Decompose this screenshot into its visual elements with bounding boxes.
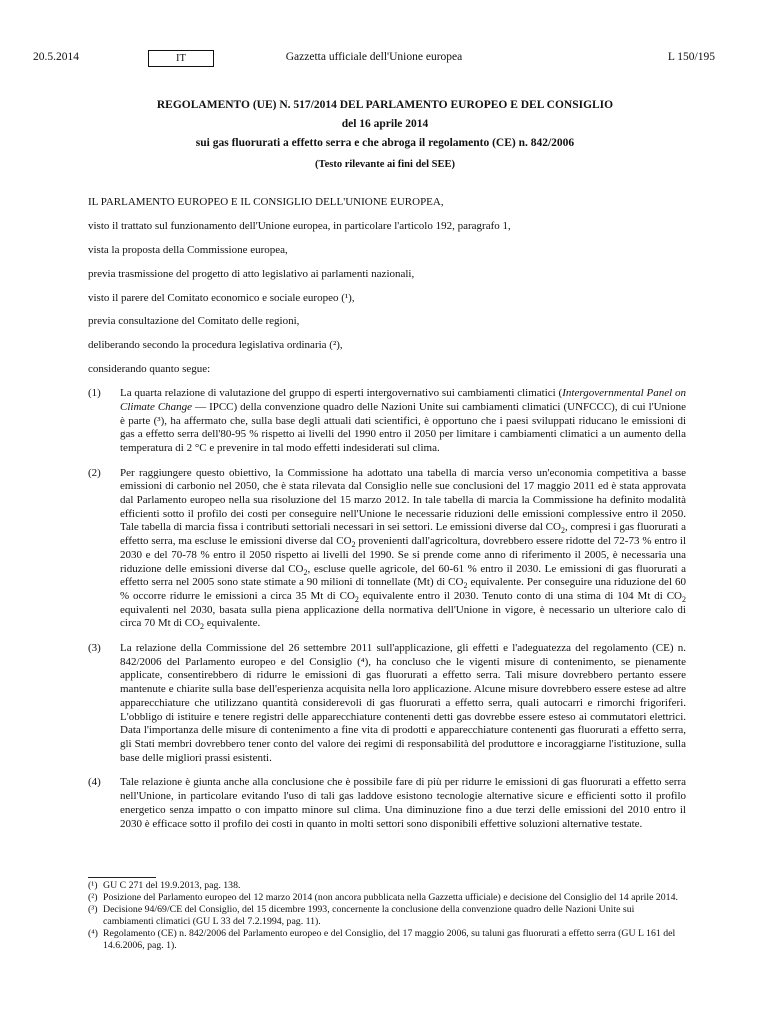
recital-number: (2) [88,466,101,479]
footnote [88,880,686,892]
publication-date: 20.5.2014 [33,51,79,63]
recital [88,467,686,631]
language-box: IT [148,50,214,67]
footnote-text: GU C 271 del 19.9.2013, pag. 138. [103,880,241,891]
recital-number: (4) [88,776,101,789]
footnote-divider [88,877,156,878]
recital [88,776,686,831]
footnote-mark: (³) [88,904,98,915]
footnote-text: Decisione 94/69/CE del Consiglio, del 15 dicembre 1993, concernente la conclusione della convenzione quadro delle Nazioni Unite sui cambiamenti climatici (GU L 33 del 7.2.1994, pag. 11). [103,904,635,927]
footnotes [88,880,686,952]
recital-text: Tale relazione è giunta anche alla conclusione che è possibile fare di più per ridurre le emissioni di gas fluorurati a effetto serra nell'Unione, in particolare evitando l'uso di tali gas laddove esistono tecnologie alternative sicure e efficienti sotto il profilo energetico senza impatto o con impatto minore sul clima. Una diminuzione fino a due terzi delle emissioni del 2010 entro il 2030 è efficace sotto il profilo dei costi in quanto in molti settori sono disponibili effettive soluzioni alternative testate. [120,776,686,830]
recital-number: (3) [88,642,101,655]
recital [88,642,686,765]
recital-text: La quarta relazione di valutazione del gruppo di esperti intergovernativo sui cambiamenti climatici (Intergovernmental Panel on Climate Change — IPCC) della convenzione quadro delle Nazioni Unite sui cambiamenti climatici (UNFCCC), di cui l'Unione è parte (³), ha affermato che, sulla base degli attuali dati scientifici, è opportuno che i paesi sviluppati riducano le emissioni di gas a effetto serra dell'80-95 % rispetto ai livelli del 1990 entro il 2050 per limitare i cambiamenti climatici a un aumento della temperatura di 2 °C e prevenire in tal modo effetti indesiderati sul clima. [120,387,686,454]
page-header [33,50,715,68]
footnote [88,904,686,928]
preamble-line: visto il parere del Comitato economico e sociale europeo (¹), [88,291,355,304]
title-line-2: del 16 aprile 2014 [341,118,429,130]
recital [88,387,686,456]
document-title [0,96,770,174]
preamble-line: previa consultazione del Comitato delle regioni, [88,315,300,328]
recital-text: Per raggiungere questo obiettivo, la Commissione ha adottato una tabella di marcia verso un'economia competitiva a basse emissioni di carbonio nel 2050, che è stata rilevata dal Consiglio nelle sue conclusioni del 17 maggio 2011 ed è stata approvata dal Parlamento europeo nella sua risoluzione del 15 marzo 2012. In tale tabella di marcia la Commissione ha definito modalità efficienti sotto il profilo dei costi per conseguire nell'Unione le necessarie riduzioni delle emissioni complessive entro il 2050. Tale tabella di marcia fissa i contributi settoriali necessari in sei settori. Le emissioni diverse dal $CO_2$, compresi i gas fluorurati a effetto serra, ma escluse le emissioni diverse dal $CO_2$ provenienti dall'agricoltura, dovrebbero essere ridotte del 72-73 % entro il 2030 e del 70-78 % entro il 2050 rispetto ai livelli del 1990. Se si prende come anno di riferimento il 2005, è necessaria una riduzione delle emissioni diverse dal $CO_2$, escluse quelle agricole, del 60-61 % entro il 2030. Le emissioni di gas fluorurati a effetto serra nel 2005 sono state stimate a 90 milioni di tonnellate (Mt) di $CO_2$ equivalente. Per conseguire una riduzione del 60 % occorre ridurre le emissioni a circa 35 Mt di $CO_2$ equivalente entro il 2030. Tenuto conto di una stima di 104 Mt di $CO_2$ equivalenti nel 2030, basata sulla piena applicazione della normativa dell'Unione in vigore, è necessario un ulteriore calo di circa 70 Mt di $CO_2$ equivalente. [120,466,686,632]
preamble-line: visto il trattato sul funzionamento dell'Unione europea, in particolare l'articolo 192, paragrafo 1, [88,219,511,232]
preamble-line: considerando quanto segue: [88,363,211,376]
preamble-line: previa trasmissione del progetto di atto legislativo ai parlamenti nazionali, [88,267,415,280]
page-number: L 150/195 [667,51,715,63]
footnote [88,892,686,904]
recital-number: (1) [88,387,101,400]
footnote-mark: (¹) [88,880,98,891]
footnote-mark: (⁴) [88,928,98,939]
eea-relevance: (Testo rilevante ai fini del SEE) [315,159,455,170]
preamble-line: deliberando secondo la procedura legislativa ordinaria (²), [88,339,343,352]
footnote-text: Posizione del Parlamento europeo del 12 marzo 2014 (non ancora pubblicata nella Gazzetta ufficiale) e decisione del Consiglio del 14 aprile 2014. [103,892,678,903]
title-line-1: REGOLAMENTO (UE) N. 517/2014 DEL PARLAMENTO EUROPEO E DEL CONSIGLIO [156,99,614,111]
journal-name: Gazzetta ufficiale dell'Unione europea [285,51,463,63]
recital-text: La relazione della Commissione del 26 settembre 2011 sull'applicazione, gli effetti e l'adeguatezza del regolamento (CE) n. 842/2006 del Parlamento europeo e del Consiglio (⁴), ha concluso che le vigenti misure di contenimento, se pienamente applicate, consentirebbero di ridurre le emissioni di gas fluorurati a effetto serra. Tali misure dovrebbero pertanto essere mantenute e chiarite sulla base dell'esperienza acquisita nella loro applicazione. Alcune misure dovrebbero essere estese ad altre apparecchiature che utilizzano quantità considerevoli di gas fluorurati a effetto serra, quali autocarri e rimorchi frigoriferi. L'obbligo di istituire e tenere registri delle apparecchiature contenenti detti gas dovrebbe essere esteso ai commutatori elettrici. Data l'importanza delle misure di contenimento a fine vita di prodotti e apparecchiature contenenti gas fluorurati a effetto serra, gli Stati membri dovrebbero tener conto del valore dei regimi di responsabilità del produttore e incoraggiarne l'istituzione, sulla base delle migliori prassi esistenti. [120,642,686,764]
recitals-list [88,387,686,831]
footnote-text: Regolamento (CE) n. 842/2006 del Parlamento europeo e del Consiglio, del 17 maggio 2006, su taluni gas fluorurati a effetto serra (GU L 161 del 14.6.2006, pag. 1). [103,928,676,951]
preamble-line: vista la proposta della Commissione europea, [88,243,288,256]
title-line-3: sui gas fluorurati a effetto serra e che abroga il regolamento (CE) n. 842/2006 [195,137,575,149]
preamble-line: IL PARLAMENTO EUROPEO E IL CONSIGLIO DELL'UNIONE EUROPEA, [88,196,444,208]
footnote-mark: (²) [88,892,98,903]
footnote [88,928,686,952]
document-body [88,196,686,842]
